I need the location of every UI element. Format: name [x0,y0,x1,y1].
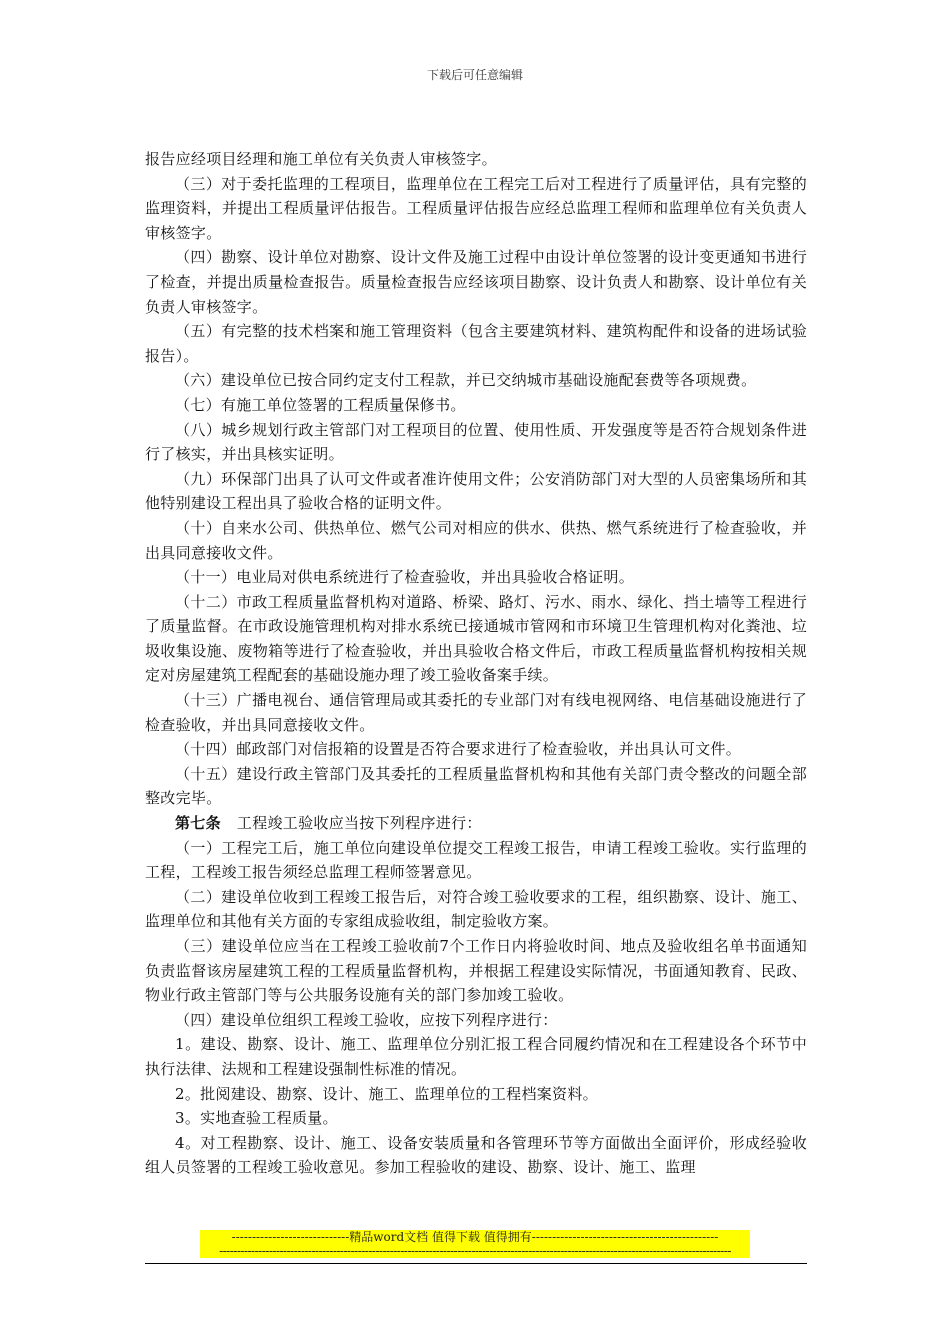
document-body [145,147,807,1180]
paragraph: （六）建设单位已按合同约定支付工程款，并已交纳城市基础设施配套费等各项规费。 [175,371,757,390]
paragraph: （二）建设单位收到工程竣工报告后，对符合竣工验收要求的工程，组织勘察、设计、施工、监理单位和其他有关方面的专家组成验收组，制定验收方案。 [145,887,807,931]
paragraph: 1。建设、勘察、设计、施工、监理单位分别汇报工程合同履约情况和在工程建设各个环节中执行法律、法规和工程建设强制性标准的情况。 [145,1035,807,1078]
paragraph: （四）建设单位组织工程竣工验收，应按下列程序进行： [175,1010,558,1029]
paragraph: 3。实地查验工程质量。 [175,1109,338,1128]
paragraph: （十四）邮政部门对信报箱的设置是否符合要求进行了检查验收，并出具认可文件。 [175,740,742,759]
paragraph: （十二）市政工程质量监督机构对道路、桥梁、路灯、污水、雨水、绿化、挡土墙等工程进行了质量监督。在市政设施管理机构对排水系统已接通城市管网和市环境卫生管理机构对化粪池、垃圾收集设施、废物箱等进行了检查验收，并出具验收合格文件后，市政工程质量监督机构按相关规定对房屋建筑工程配套的基础设施办理了竣工验收备案手续。 [145,592,807,685]
paragraph: （九）环保部门出具了认可文件或者准许使用文件；公安消防部门对大型的人员密集场所和其他特别建设工程出具了验收合格的证明文件。 [145,469,807,513]
paragraph: （三）对于委托监理的工程项目，监理单位在工程完工后对工程进行了质量评估，具有完整的监理资料，并提出工程质量评估报告。工程质量评估报告应经总监理工程师和监理单位有关负责人审核签字。 [145,174,807,242]
footer-rule [145,1263,807,1264]
paragraph: （十三）广播电视台、通信管理局或其委托的专业部门对有线电视网络、电信基础设施进行了检查验收，并出具同意接收文件。 [145,691,807,734]
paragraph: （七）有施工单位签署的工程质量保修书。 [175,395,466,414]
paragraph: （十一）电业局对供电系统进行了检查验收，并出具验收合格证明。 [175,568,635,587]
paragraph: 4。对工程勘察、设计、施工、设备安装质量和各管理环节等方面做出全面评价，形成经验收组人员签署的工程竣工验收意见。参加工程验收的建设、勘察、设计、施工、监理 [145,1133,807,1177]
paragraph: （四）勘察、设计单位对勘察、设计文件及施工过程中由设计单位签署的设计变更通知书进行了检查，并提出质量检查报告。质量检查报告应经该项目勘察、设计负责人和勘察、设计单位有关负责人审核签字。 [145,248,807,316]
paragraph: （八）城乡规划行政主管部门对工程项目的位置、使用性质、开发强度等是否符合规划条件进行了核实，并出具核实证明。 [145,420,807,464]
footer-line-1: -----------------------------精品word文档 值得下载 值得拥有---------------------------------------------- [200,1230,750,1244]
paragraph: （十五）建设行政主管部门及其委托的工程质量监督机构和其他有关部门责令整改的问题全部整改完毕。 [145,764,807,808]
page-header: 下载后可任意编辑 [426,68,523,82]
article-text: 工程竣工验收应当按下列程序进行： [236,814,482,833]
paragraph: （十）自来水公司、供热单位、燃气公司对相应的供水、供热、燃气系统进行了检查验收，并出具同意接收文件。 [145,518,807,562]
article-number: 第七条 [175,814,221,833]
article-heading [145,811,807,836]
footer-line-2: ------------------------------------------------------------------------------------------------------------------------------------------------ [200,1244,750,1258]
paragraph: 2。批阅建设、勘察、设计、施工、监理单位的工程档案资料。 [175,1084,598,1103]
paragraph: （三）建设单位应当在工程竣工验收前7个工作日内将验收时间、地点及验收组名单书面通知负责监督该房屋建筑工程的工程质量监督机构，并根据工程建设实际情况，书面通知教育、民政、物业行政主管部门等与公共服务设施有关的部门参加竣工验收。 [145,937,807,1005]
paragraph: （五）有完整的技术档案和施工管理资料（包含主要建筑材料、建筑构配件和设备的进场试验报告）。 [145,322,807,365]
footer-banner [200,1230,750,1258]
paragraph: （一）工程完工后，施工单位向建设单位提交工程竣工报告，申请工程竣工验收。实行监理的工程，工程竣工报告须经总监理工程师签署意见。 [145,838,807,882]
paragraph: 报告应经项目经理和施工单位有关负责人审核签字。 [145,150,497,168]
